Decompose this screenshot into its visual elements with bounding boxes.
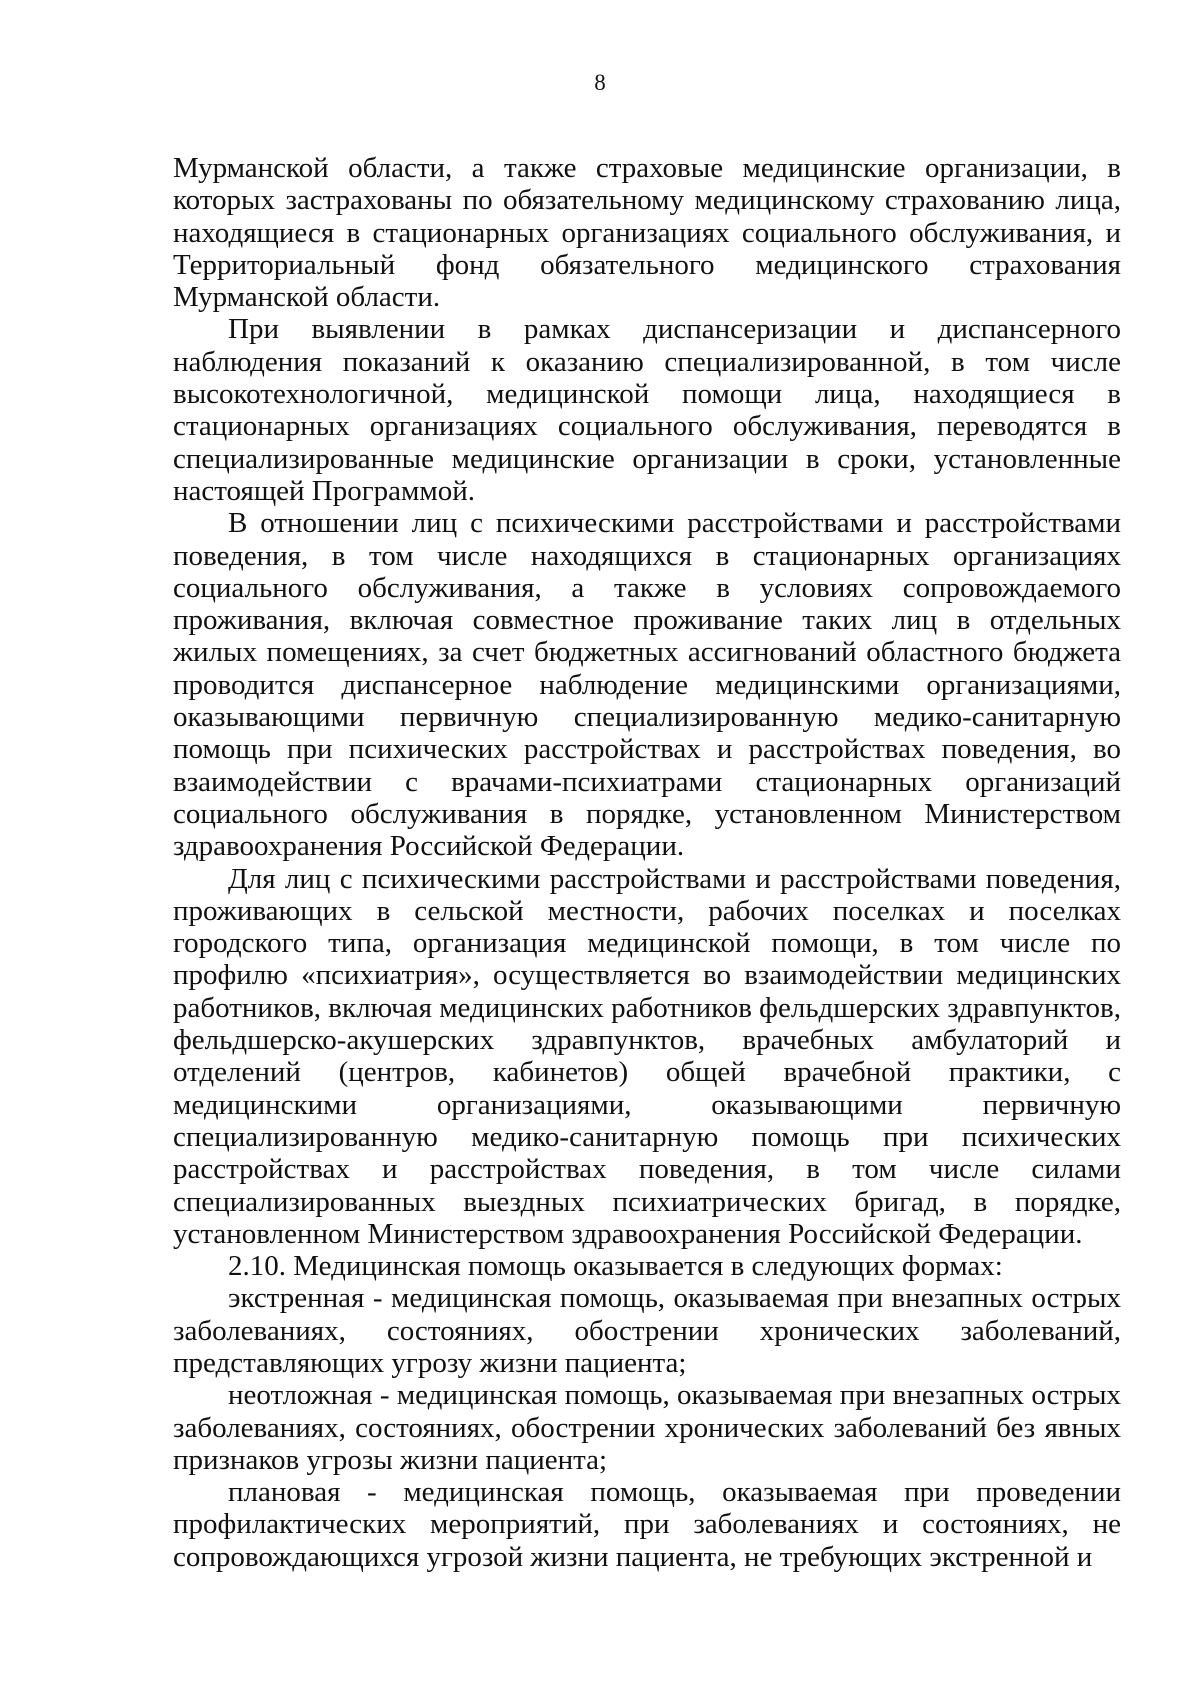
page-number: 8 xyxy=(594,70,606,95)
paragraph-emergency-form: экстренная - медицинская помощь, оказываемая при внезапных острых заболеваниях, состояниях, обострении хронических заболеваний, представляющих угрозу жизни пациента; xyxy=(173,1282,1121,1379)
paragraph-urgent-form: неотложная - медицинская помощь, оказываемая при внезапных острых заболеваниях, состояниях, обострении хронических заболеваний без явных признаков угрозы жизни пациента; xyxy=(173,1379,1121,1476)
paragraph-mental-disorders-observation: В отношении лиц с психическими расстройствами и расстройствами поведения, в том числе находящихся в стационарных организациях социального обслуживания, а также в условиях сопровождаемого проживания, включая совместное проживание таких лиц в отдельных жилых помещениях, за счет бюджетных ассигнований областного бюджета проводится диспансерное наблюдение медицинскими организациями, оказывающими первичную специализированную медико-санитарную помощь при психических расстройствах и расстройствах поведения, во взаимодействии с врачами-психиатрами стационарных организаций социального обслуживания в порядке, установленном Министерством здравоохранения Российской Федерации. xyxy=(173,507,1121,863)
paragraph-continuation: Мурманской области, а также страховые медицинские организации, в которых застрахованы по обязательному медицинскому страхованию лица, находящиеся в стационарных организациях социального обслуживания, и Территориальный фонд обязательного медицинского страхования Мурманской области. xyxy=(173,152,1121,314)
document-body xyxy=(173,152,1121,1573)
section-heading-2-10: 2.10. Медицинская помощь оказывается в следующих формах: xyxy=(228,1250,1003,1283)
paragraph-planned-form: плановая - медицинская помощь, оказываемая при проведении профилактических мероприятий, при заболеваниях и состояниях, не сопровождающихся угрозой жизни пациента, не требующих экстренной и xyxy=(173,1476,1121,1573)
paragraph-rural-psychiatric-care: Для лиц с психическими расстройствами и расстройствами поведения, проживающих в сельской местности, рабочих поселках и поселках городского типа, организация медицинской помощи, в том числе по профилю «психиатрия», осуществляется во взаимодействии медицинских работников, включая медицинских работников фельдшерских здравпунктов, фельдшерско-акушерских здравпунктов, врачебных амбулаторий и отделений (центров, кабинетов) общей врачебной практики, с медицинскими организациями, оказывающими первичную специализированную медико-санитарную помощь при психических расстройствах и расстройствах поведения, в том числе силами специализированных выездных психиатрических бригад, в порядке, установленном Министерством здравоохранения Российской Федерации. xyxy=(173,862,1121,1250)
paragraph-dispensary-referral: При выявлении в рамках диспансеризации и диспансерного наблюдения показаний к оказанию специализированной, в том числе высокотехнологичной, медицинской помощи лица, находящиеся в стационарных организациях социального обслуживания, переводятся в специализированные медицинские организации в сроки, установленные настоящей Программой. xyxy=(173,313,1121,507)
